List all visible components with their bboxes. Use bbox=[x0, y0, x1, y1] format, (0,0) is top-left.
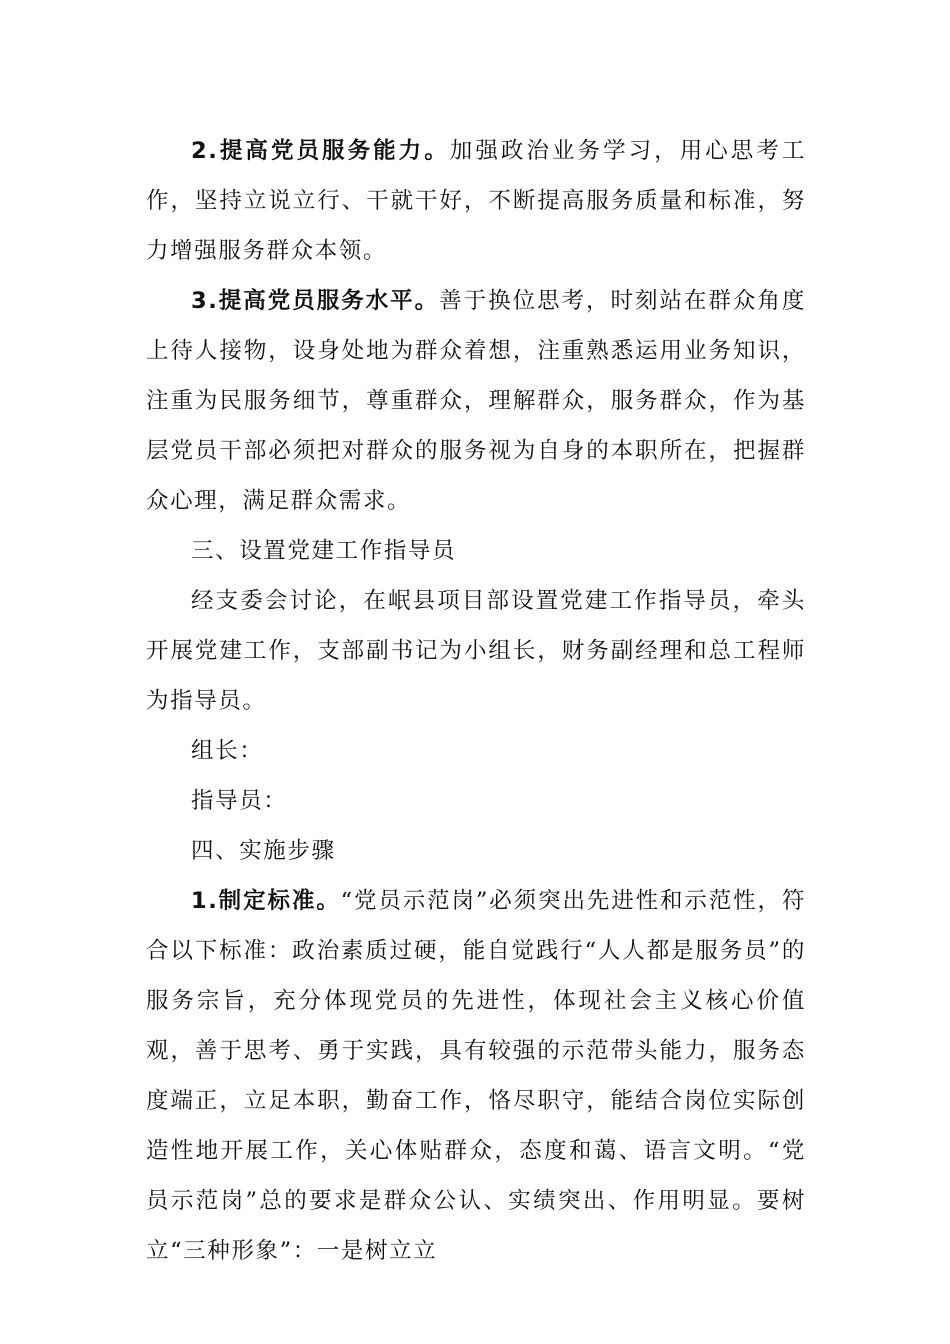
paragraph-committee bbox=[146, 576, 806, 726]
paragraph-improve-level bbox=[146, 276, 806, 526]
paragraph-text: “党员示范岗”必须突出先进性和示范性，符合以下标准：政治素质过硬，能自觉践行“人人都是服务员”的服务宗旨，充分体现党员的先进性，体现社会主义核心价值观，善于思考、勇于实践，具有较强的示范带头能力，服务态度端正，立足本职，勤奋工作，恪尽职守，能结合岗位实际创造性地开展工作，关心体贴群众，态度和蔼、语言文明。“党员示范岗”总的要求是群众公认、实绩突出、作用明显。要树立“三种形象”：一是树立立 bbox=[146, 888, 806, 1264]
paragraph-heading: 3.提高党员服务水平。 bbox=[191, 288, 440, 314]
section-heading-three bbox=[146, 526, 806, 576]
paragraph-text: 善于换位思考，时刻站在群众角度上待人接物，设身处地为群众着想，注重熟悉运用业务知识，注重为民服务细节，尊重群众，理解群众，服务群众，作为基层党员干部必须把对群众的服务视为自身的本职所在，把握群众心理，满足群众需求。 bbox=[146, 288, 806, 514]
section-heading-text: 三、设置党建工作指导员 bbox=[191, 538, 457, 564]
label-leader bbox=[146, 726, 806, 776]
paragraph-text: 经支委会讨论，在岷县项目部设置党建工作指导员，牵头开展党建工作，支部副书记为小组长，财务副经理和总工程师为指导员。 bbox=[146, 588, 806, 714]
paragraph-standard bbox=[146, 876, 806, 1276]
section-heading-four bbox=[146, 826, 806, 876]
section-heading-text: 四、实施步骤 bbox=[191, 838, 336, 864]
paragraph-improve-ability bbox=[146, 126, 806, 276]
paragraph-text: 加强政治业务学习，用心思考工作，坚持立说立行、干就干好，不断提高服务质量和标准，努力增强服务群众本领。 bbox=[146, 138, 806, 264]
paragraph-heading: 2.提高党员服务能力。 bbox=[191, 138, 450, 164]
label-text: 组长： bbox=[191, 738, 264, 764]
document-body bbox=[146, 126, 806, 1276]
label-text: 指导员： bbox=[191, 788, 288, 814]
label-instructor bbox=[146, 776, 806, 826]
paragraph-heading: 1.制定标准。 bbox=[191, 888, 341, 914]
